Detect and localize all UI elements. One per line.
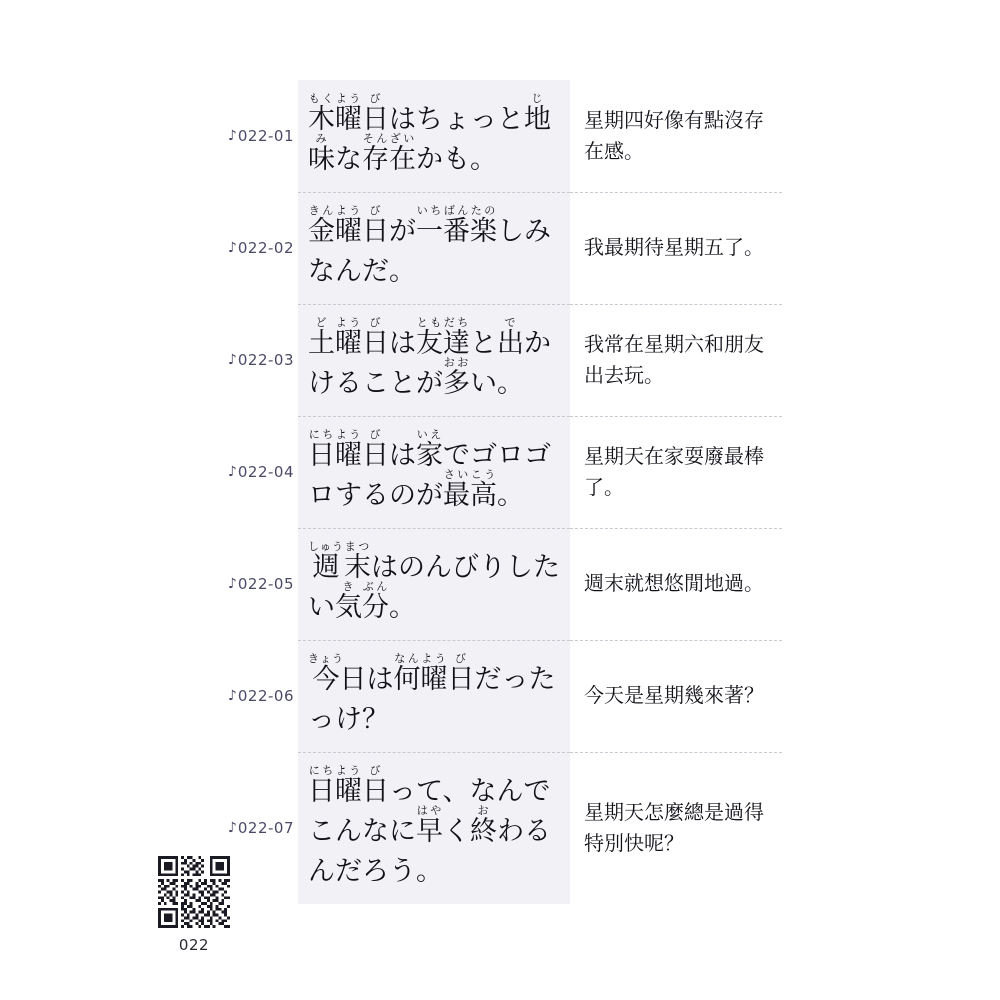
- japanese-sentence-cell: [298, 192, 570, 304]
- chinese-translation: 星期天在家耍廢最棒了。: [584, 443, 764, 499]
- music-note-icon: ♪: [227, 239, 237, 256]
- japanese-sentence: 今きょう日は何なん曜よう日びだったっけ？: [308, 651, 556, 735]
- track-number-cell: [222, 304, 298, 416]
- japanese-sentence: 日にち曜よう日びって、なんでこんなに早はやく終おわるんだろう。: [308, 763, 551, 887]
- music-note-icon: ♪: [227, 351, 237, 368]
- chinese-translation: 今天是星期幾來著？: [584, 683, 764, 708]
- chinese-translation: 我最期待星期五了。: [584, 235, 764, 260]
- japanese-sentence: 金きん曜よう日びが一いち番ばん楽たのしみなんだ。: [308, 203, 551, 287]
- track-number-cell: [222, 416, 298, 528]
- chinese-translation: 我常在星期六和朋友出去玩。: [584, 331, 764, 387]
- japanese-sentence-cell: [298, 752, 570, 904]
- track-number: 022-01: [237, 126, 294, 145]
- chinese-translation: 週末就想悠閒地過。: [584, 571, 764, 596]
- music-note-icon: ♪: [227, 463, 237, 480]
- qr-block: [158, 856, 238, 954]
- table-row: [222, 640, 782, 752]
- chinese-translation-cell: [570, 304, 782, 416]
- track-number-cell: [222, 528, 298, 640]
- track-number: 022-02: [237, 238, 294, 257]
- chinese-translation-cell: [570, 416, 782, 528]
- track-number-cell: [222, 80, 298, 192]
- chinese-translation-cell: [570, 80, 782, 192]
- chinese-translation-cell: [570, 528, 782, 640]
- table-row: [222, 528, 782, 640]
- japanese-sentence-cell: [298, 528, 570, 640]
- music-note-icon: ♪: [227, 819, 237, 836]
- chinese-translation-cell: [570, 640, 782, 752]
- track-number: 022-05: [237, 574, 294, 593]
- chinese-translation-cell: [570, 752, 782, 904]
- japanese-sentence: 週しゅう末まつはのんびりしたい気き分ぶん。: [308, 539, 560, 623]
- chinese-translation: 星期四好像有點沒存在感。: [584, 107, 764, 163]
- japanese-sentence: 土ど曜よう日びは友とも達だちと出でかけることが多おおい。: [308, 315, 551, 399]
- qr-code-icon: [158, 856, 230, 928]
- track-number: 022-06: [237, 686, 294, 705]
- japanese-sentence-cell: [298, 416, 570, 528]
- music-note-icon: ♪: [227, 127, 237, 144]
- chinese-translation: 星期天怎麼總是過得特別快呢？: [584, 799, 764, 855]
- japanese-sentence: 木もく曜よう日びはちょっと地じ味みな存そん在ざいかも。: [308, 92, 551, 175]
- music-note-icon: ♪: [227, 687, 237, 704]
- phrase-table: [222, 80, 782, 904]
- japanese-sentence: 日にち曜よう日びは家いえでゴロゴロするのが最さい高こう。: [308, 427, 551, 511]
- table-row: [222, 192, 782, 304]
- japanese-sentence-cell: [298, 80, 570, 192]
- japanese-sentence-cell: [298, 640, 570, 752]
- japanese-sentence-cell: [298, 304, 570, 416]
- table-row: [222, 752, 782, 904]
- track-number: 022-03: [237, 350, 294, 369]
- table-row: [222, 304, 782, 416]
- track-number: 022-04: [237, 462, 294, 481]
- table-row: [222, 416, 782, 528]
- track-number-cell: [222, 192, 298, 304]
- track-number-cell: [222, 640, 298, 752]
- track-number: 022-07: [237, 818, 294, 837]
- music-note-icon: ♪: [227, 575, 237, 592]
- chinese-translation-cell: [570, 192, 782, 304]
- qr-label: 022: [178, 936, 210, 954]
- table-row: [222, 80, 782, 192]
